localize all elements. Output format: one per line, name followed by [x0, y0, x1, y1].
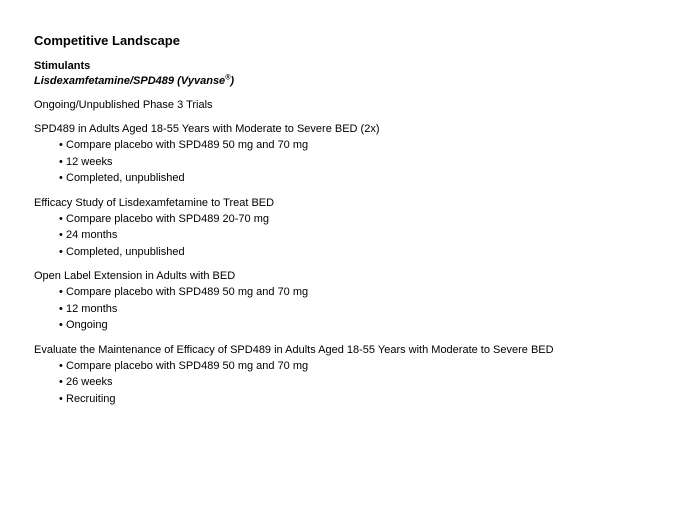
- bullet-glyph: •: [59, 139, 63, 151]
- bullet-text: 24 months: [66, 229, 118, 241]
- bullet-glyph: •: [59, 155, 63, 168]
- drug-name-close: ): [230, 75, 235, 87]
- bullet-text: 26 weeks: [66, 376, 113, 388]
- drug-name-text: Lisdexamfetamine/SPD489 (Vyvanse: [34, 75, 226, 87]
- trial-title: Efficacy Study of Lisdexamfetamine to Treat BED: [34, 196, 275, 209]
- trial-bullet-item: [59, 391, 674, 408]
- trial-bullet-item: [59, 227, 674, 244]
- bullet-text: Compare placebo with SPD489 50 mg and 70 mg: [66, 359, 309, 372]
- trial-title: Evaluate the Maintenance of Efficacy of SPD489 in Adults Aged 18-55 Years with Moderate to Severe BED: [34, 343, 554, 356]
- trial-bullet-item: [59, 284, 674, 301]
- trial-bullet-item: [59, 170, 674, 187]
- section-heading: Stimulants: [34, 60, 91, 72]
- bullet-text: Completed, unpublished: [66, 245, 185, 258]
- bullet-glyph: •: [59, 376, 63, 388]
- bullet-text: Ongoing: [66, 319, 108, 331]
- bullet-glyph: •: [59, 319, 63, 331]
- trial-bullet-list: [34, 137, 674, 187]
- trial-bullet-list: [34, 358, 674, 408]
- trial-bullet-item: [59, 137, 674, 154]
- trial-block: [34, 342, 674, 408]
- document-page: [34, 33, 674, 407]
- trials-intro: Ongoing/Unpublished Phase 3 Trials: [34, 99, 213, 111]
- bullet-glyph: •: [59, 286, 63, 298]
- trial-bullet-item: [59, 374, 674, 391]
- trial-block: [34, 195, 674, 261]
- bullet-text: Completed, unpublished: [66, 172, 185, 184]
- trial-bullet-item: [59, 211, 674, 228]
- trial-title: SPD489 in Adults Aged 18-55 Years with Moderate to Severe BED (2x): [34, 123, 380, 135]
- trial-bullet-list: [34, 211, 674, 261]
- trial-bullet-item: [59, 154, 674, 171]
- bullet-text: Compare placebo with SPD489 20-70 mg: [66, 212, 270, 225]
- bullet-text: 12 months: [66, 302, 118, 315]
- bullet-text: Compare placebo with SPD489 50 mg and 70 mg: [66, 286, 309, 298]
- bullet-text: Compare placebo with SPD489 50 mg and 70 mg: [66, 139, 309, 151]
- drug-name: [34, 74, 674, 89]
- trials-list: [34, 121, 674, 407]
- registered-mark: ®: [225, 74, 231, 82]
- trial-bullet-item: [59, 301, 674, 318]
- bullet-glyph: •: [59, 302, 63, 315]
- bullet-glyph: •: [59, 359, 63, 372]
- bullet-glyph: •: [59, 229, 63, 241]
- trial-bullet-list: [34, 284, 674, 334]
- trial-block: [34, 121, 674, 187]
- trial-bullet-item: [59, 317, 674, 334]
- page-title: Competitive Landscape: [34, 33, 180, 48]
- bullet-glyph: •: [59, 212, 63, 225]
- bullet-glyph: •: [59, 392, 63, 405]
- trial-bullet-item: [59, 358, 674, 375]
- bullet-text: Recruiting: [66, 392, 116, 405]
- trial-bullet-item: [59, 244, 674, 261]
- bullet-text: 12 weeks: [66, 155, 113, 168]
- trial-title: Open Label Extension in Adults with BED: [34, 270, 236, 282]
- bullet-glyph: •: [59, 245, 63, 258]
- trial-block: [34, 268, 674, 334]
- bullet-glyph: •: [59, 172, 63, 184]
